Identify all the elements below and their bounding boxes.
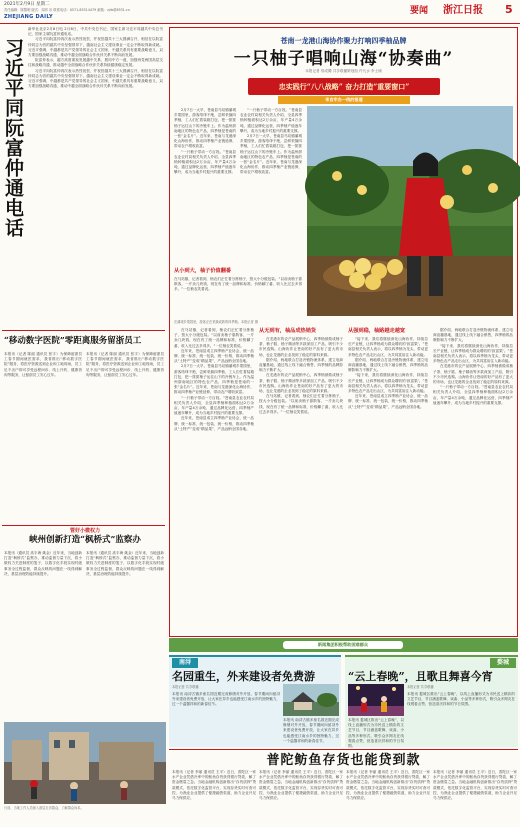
lead-headline: 习近平同阮富仲通电话 <box>2 38 24 238</box>
feature-para: 在龙港市的农产品展销中心，四季柚被做成柚子茶、柚子糕、柚子精油等多款深加工产品，吸引不少市民选购。山海协作让苍南的好产品有了更大的市场，也让龙港的企业找到了稳定的原料来源。 <box>259 373 343 394</box>
feature-para: 2月7日一大早，苍南县马站镇蒲城乡果园里，游客络绎不绝，尝鲜采摘四季柚，工人们忙着装箱打包，把一筐筐柚子运往山下的冷链车上。作为温州浙南地区的特色农产品，四季柚是苍南的一张“金名片”。近年来，苍南与龙港深化山海协作，推动四季柚产业链延伸，带动农户增收致富。 <box>174 108 236 149</box>
panel-nanxun-text: 本报讯 南浔古镇多座名园近期完成修缮对外开放，春节期间向留浔外来建设者免费开放，让大家在异乡也能感受江南水乡的独特魅力，过一个温馨祥和的新春佳节。 <box>172 692 280 707</box>
section-name: 要闻 <box>410 6 429 16</box>
divider <box>2 330 165 331</box>
feature-col2 <box>240 108 302 265</box>
feature-col5 <box>348 337 428 633</box>
feature-para: 据介绍，两地联合打造冷链物流体系，建立电商直播基地，通过线上线下融合销售，四季柚的品牌影响力不断扩大。 <box>433 328 513 343</box>
campaign-ribbon: 忠实践行“八八战略” 奋力打造“重要窗口” <box>248 78 440 95</box>
panel-nanxun-byline: 本报记者 共享联播 <box>172 685 199 689</box>
feature-subhead: 从无到有，柚品成热销货 <box>259 328 317 334</box>
feature-para: “接下来，我们将继续深化山海协作，持续拉长产业链，让四季柚成为群众增收的‘致富果’。”苍南县相关负责人表示，将以四季柚为龙头，带动更多特色农产品走出山区，为共同富裕注入新动能。 <box>433 343 513 364</box>
feature-para: 近年来，苍南县成立四季柚产业协会，统一品牌、统一标准、统一包装、统一价格，推动四季柚从“土特产”变成“精品果”，产品远销全国各地。 <box>348 394 428 409</box>
bottom-col3: 本报讯（记者 李丽 通讯员 王平）近日，普陀区一家水产企业凭借冷库中的鲂鱼存货获得银行贷款，解了资金燃眉之急。当地金融机构创新推出“存货质押”贷款模式，依托数字化监管平台，实现存货实时可查可控，为渔业企业提供了便捷融资渠道，助力企业开足马力保供应。 <box>346 770 430 801</box>
green-banner-label: 新闻集团积极帮助困难群众 <box>283 641 403 649</box>
lead-para: 新华社北京2月8日电 2月8日，中共中央总书记、国家主席习近平同越共中央总书记、国家主席阮富仲通电话。 <box>28 27 163 37</box>
panel-wucheng-text: 本报讯 婺城区推出“云上春晚”，以线上直播形式为市民送上精彩的文艺节目，节目涵盖歌舞、戏曲、小品等多种形式，吸引众多网友在线观看点赞，营造喜庆祥和的节日氛围。 <box>407 692 515 707</box>
feature-para: “一只柚子带动一方百姓。”苍南县农业农村局相关负责人介绍，全县四季柚种植面积达2万余亩，年产量4万余吨，通过品牌化运营，四季柚产值逐年攀升，成为当地乡村振兴的重要支撑。 <box>240 108 302 133</box>
feature-byline: 本报记者 邬成腾 共享联播策划组 许凡水 李士倾 <box>305 69 382 73</box>
feature-col4 <box>259 337 343 633</box>
bottom-col2: 本报讯（记者 李丽 通讯员 王平）近日，普陀区一家水产企业凭借冷库中的鲂鱼存货获得银行贷款，解了资金燃眉之急。当地金融机构创新推出“存货质押”贷款模式，依托数字化监管平台，实现存货实时可查可控，为渔业企业提供了便捷融资渠道，助力企业开足马力保供应。 <box>259 770 343 801</box>
paper-name: 浙江日报 <box>443 5 483 16</box>
left-mid-col2: 本报讯（记者 陈丽 通讯员 张宇）为保障留浙员工春节期间就医需求，我省推出“移动数字医院”服务，将医疗资源送到企业和工地现场，员工足不出户即可享受远程问诊、线上开药、健康咨询等服务，让留浙员工安心过年。 <box>86 352 164 377</box>
panel-nanxun-tag: 南浔 <box>172 658 198 668</box>
feature-para: “接下来，我们将继续深化山海协作，持续拉长产业链，让四季柚成为群众增收的‘致富果’。”苍南县相关负责人表示，将以四季柚为龙头，带动更多特色农产品走出山区，为共同富裕注入新动能。 <box>348 337 428 357</box>
feature-col3 <box>174 328 254 633</box>
issue-date: 2021年2月9日 星期二 <box>4 2 50 7</box>
brand-english: ZHEJIANG DAILY <box>4 14 53 20</box>
page-number: 5 <box>505 3 513 16</box>
left-mid-col1: 本报讯（记者 陈丽 通讯员 张宇）为保障留浙员工春节期间就医需求，我省推出“移动数字医院”服务，将医疗资源送到企业和工地现场，员工足不出户即可享受远程问诊、线上开药、健康咨询等服务，让留浙员工安心过年。 <box>4 352 82 377</box>
editor-info: 责任编辑：陈黎明 版式：周印 乐 联系电话：0571-85314479 邮箱：zjrb@8531.cn <box>4 8 130 12</box>
feature-para: “接下来，我们将继续深化山海协作，持续拉长产业链，让四季柚成为群众增收的‘致富果’。”苍南县相关负责人表示，将以四季柚为龙头，带动更多特色农产品走出山区，为共同富裕注入新动能。 <box>348 373 428 394</box>
left-low-col1: 本报讯（通讯员 高丰海 姚金）近年来，当地创新打造“枫桥式”监察办，推动监督力量下沉，将小微权力关进制度的笼子，以数字化手段实现村级事务全过程监督，群众反映的问题在一线得到解决，基层治理效能持续提升。 <box>4 551 82 576</box>
bottom-headline: 普陀鲂鱼存货也能贷到款 <box>266 753 421 768</box>
feature-col1 <box>174 108 236 265</box>
feature-para: 近年来，苍南县成立四季柚产业协会，统一品牌、统一标准、统一包装、统一价格，推动四季柚从“土特产”变成“精品果”，产品远销全国各地。 <box>174 348 254 364</box>
panel-wucheng-headline: “云上春晚”，且歌且舞喜今宵 <box>348 670 493 683</box>
feature-col-sub1: 在马站镇，记者看到，柚农们正忙着分拣柚子，按大小分级包装。“以前卖柚子靠散客，一斤卖几块钱，现在有了统一品牌和标准，价格翻了番，收入比过去多得多。”一位柚农笑着说。 <box>174 277 302 292</box>
feature-para: 在马站镇，记者看到，柚农们正忙着分拣柚子，按大小分级包装。“以前卖柚子靠散客，一斤卖几块钱，现在有了统一品牌和标准，价格翻了番，收入比过去多得多。”一位柚农笑着说。 <box>174 328 254 348</box>
lead-para: 习近平向阮富仲再次表示热烈祝贺，并祝贺越共十三大圆满召开，相信在以阮富仲同志为首的越共中央坚强领导下，越南社会主义建设事业一定会不断取得新成就。习近平强调，中越都是共产党领导的社会主义国家，中越关系具有重要战略意义，双方要加强战略沟通，推动中越全面战略合作伙伴关系不断向前发展。 <box>28 68 163 89</box>
left-mid-headline: “移动数字医院”零距离服务留浙员工 <box>4 336 142 346</box>
feature-para: “一只柚子带动一方百姓。”苍南县农业农村局相关负责人介绍，全县四季柚种植面积达2万余亩，年产量4万余吨，通过品牌化运营，四季柚产值逐年攀升，成为当地乡村振兴的重要支撑。 <box>433 385 513 405</box>
street-photo-caption: 日前，当地工作人员深入基层走访群众，了解群众诉求。 <box>4 806 84 810</box>
panel-wucheng-tag: 婺城 <box>490 658 516 668</box>
feature-subhead: 从小到大，柚子价值翻番 <box>174 268 232 274</box>
feature-para: “一只柚子带动一方百姓。”苍南县农业农村局相关负责人介绍，全县四季柚种植面积达2万余亩，年产量4万余吨，通过品牌化运营，四季柚产值逐年攀升，成为当地乡村振兴的重要支撑。 <box>174 149 236 175</box>
feature-para: 据介绍，两地联合打造冷链物流体系，建立电商直播基地，通过线上线下融合销售，四季柚的品牌影响力不断扩大。 <box>259 357 343 373</box>
feature-para: 在龙港市的农产品展销中心，四季柚被做成柚子茶、柚子糕、柚子精油等多款深加工产品，吸引不少市民选购。山海协作让苍南的好产品有了更大的市场，也让龙港的企业找到了稳定的原料来源。 <box>433 364 513 385</box>
lead-article <box>28 27 163 327</box>
gala-photo <box>348 684 404 716</box>
feature-para: 据介绍，两地联合打造冷链物流体系，建立电商直播基地，通过线上线下融合销售，四季柚的品牌影响力不断扩大。 <box>348 357 428 373</box>
feature-para: “一只柚子带动一方百姓。”苍南县农业农村局相关负责人介绍，全县四季柚种植面积达2万余亩，年产量4万余吨，通过品牌化运营，四季柚产值逐年攀升，成为当地乡村振兴的重要支撑。 <box>174 395 254 416</box>
divider <box>2 525 165 526</box>
street-photo <box>4 722 166 804</box>
left-low-col2: 本报讯（通讯员 高丰海 姚金）近年来，当地创新打造“枫桥式”监察办，推动监督力量下沉，将小微权力关进制度的笼子，以数字化手段实现村级事务全过程监督，群众反映的问题在一线得到解决，基层治理效能持续提升。 <box>86 551 164 576</box>
feature-headline: 一只柚子唱响山海“协奏曲” <box>233 49 454 69</box>
feature-para: 在龙港市的农产品展销中心，四季柚被做成柚子茶、柚子糕、柚子精油等多款深加工产品，吸引不少市民选购。山海协作让苍南的好产品有了更大的市场，也让龙港的企业找到了稳定的原料来源。 <box>259 337 343 357</box>
pomelo-photo-caption: 在蒲城乡果园里，游客正在采摘成熟的四季柚。本报记者 摄 <box>174 320 258 324</box>
feature-para: 近年来，苍南县成立四季柚产业协会，统一品牌、统一标准、统一包装、统一价格，推动四季柚从“土特产”变成“精品果”，产品远销全国各地。 <box>174 416 254 431</box>
feature-col6 <box>433 328 513 633</box>
panel-wucheng-text2: 本报讯 婺城区推出“云上春晚”，以线上直播形式为市民送上精彩的文艺节目，节目涵盖歌舞、戏曲、小品等多种形式，吸引众多网友在线观看点赞，营造喜庆祥和的节日氛围。 <box>348 718 404 749</box>
lead-para: 习近平向阮富仲再次表示热烈祝贺，并祝贺越共十三大圆满召开，相信在以阮富仲同志为首的越共中央坚强领导下，越南社会主义建设事业一定会不断取得新成就。习近平强调，中越都是共产党领导的社会主义国家，中越关系具有重要战略意义，双方要加强战略沟通，推动中越全面战略合作伙伴关系不断向前发展。 <box>28 37 163 58</box>
bottom-col1: 本报讯（记者 李丽 通讯员 王平）近日，普陀区一家水产企业凭借冷库中的鲂鱼存货获得银行贷款，解了资金燃眉之急。当地金融机构创新推出“存货质押”贷款模式，依托数字化监管平台，实现存货实时可查可控，为渔业企业提供了便捷融资渠道，助力企业开足马力保供应。 <box>172 770 256 801</box>
feature-para: 2月7日一大早，苍南县马站镇蒲城乡果园里，游客络绎不绝，尝鲜采摘四季柚，工人们忙着装箱打包，把一筐筐柚子运往山下的冷链车上。作为温州浙南地区的特色农产品，四季柚是苍南的一张“金名片”。近年来，苍南与龙港深化山海协作，推动四季柚产业链延伸，带动农户增收致富。 <box>174 364 254 395</box>
pomelo-farm-photo <box>307 106 513 316</box>
feature-kicker: 苍南一龙港山海协作聚力打响四季柚品牌 <box>280 37 407 45</box>
campaign-subtitle: 来自牢办一线的报道 <box>278 96 410 104</box>
feature-para: 在马站镇，记者看到，柚农们正忙着分拣柚子，按大小分级包装。“以前卖柚子靠散客，一斤卖几块钱，现在有了统一品牌和标准，价格翻了番，收入比过去多得多。”一位柚农笑着说。 <box>259 394 343 414</box>
left-low-kicker: 管好小微权力 <box>69 528 100 534</box>
lead-para: 阮富仲表示，越方高度重视发展越中关系，愿同中方一道，加强两党两国高层交往和战略沟通，推动越中全面战略合作伙伴关系持续健康稳定发展。 <box>28 58 163 68</box>
panel-nanxun-headline: 名园重生，外来建设者免费游 <box>172 670 315 683</box>
feature-subhead: 从强到稳，柚路越走越宽 <box>348 328 406 334</box>
feature-para: 2月7日一大早，苍南县马站镇蒲城乡果园里，游客络绎不绝，尝鲜采摘四季柚，工人们忙着装箱打包，把一筐筐柚子运往山下的冷链车上。作为温州浙南地区的特色农产品，四季柚是苍南的一张“金名片”。近年来，苍南与龙港深化山海协作，推动四季柚产业链延伸，带动农户增收致富。 <box>240 134 302 175</box>
panel-nanxun-text2: 本报讯 南浔古镇多座名园近期完成修缮对外开放，春节期间向留浔外来建设者免费开放，让大家在异乡也能感受江南水乡的独特魅力，过一个温馨祥和的新春佳节。 <box>283 718 339 743</box>
bottom-col4: 本报讯（记者 李丽 通讯员 王平）近日，普陀区一家水产企业凭借冷库中的鲂鱼存货获得银行贷款，解了资金燃眉之急。当地金融机构创新推出“存货质押”贷款模式，依托数字化监管平台，实现存货实时可查可控，为渔业企业提供了便捷融资渠道，助力企业开足马力保供应。 <box>433 770 517 801</box>
garden-photo <box>283 684 339 716</box>
panel-wucheng-byline: 本报记者 共享联播 <box>407 685 434 689</box>
divider <box>169 749 518 750</box>
left-low-headline: 峡州创新打造“枫桥式”监察办 <box>29 535 141 545</box>
